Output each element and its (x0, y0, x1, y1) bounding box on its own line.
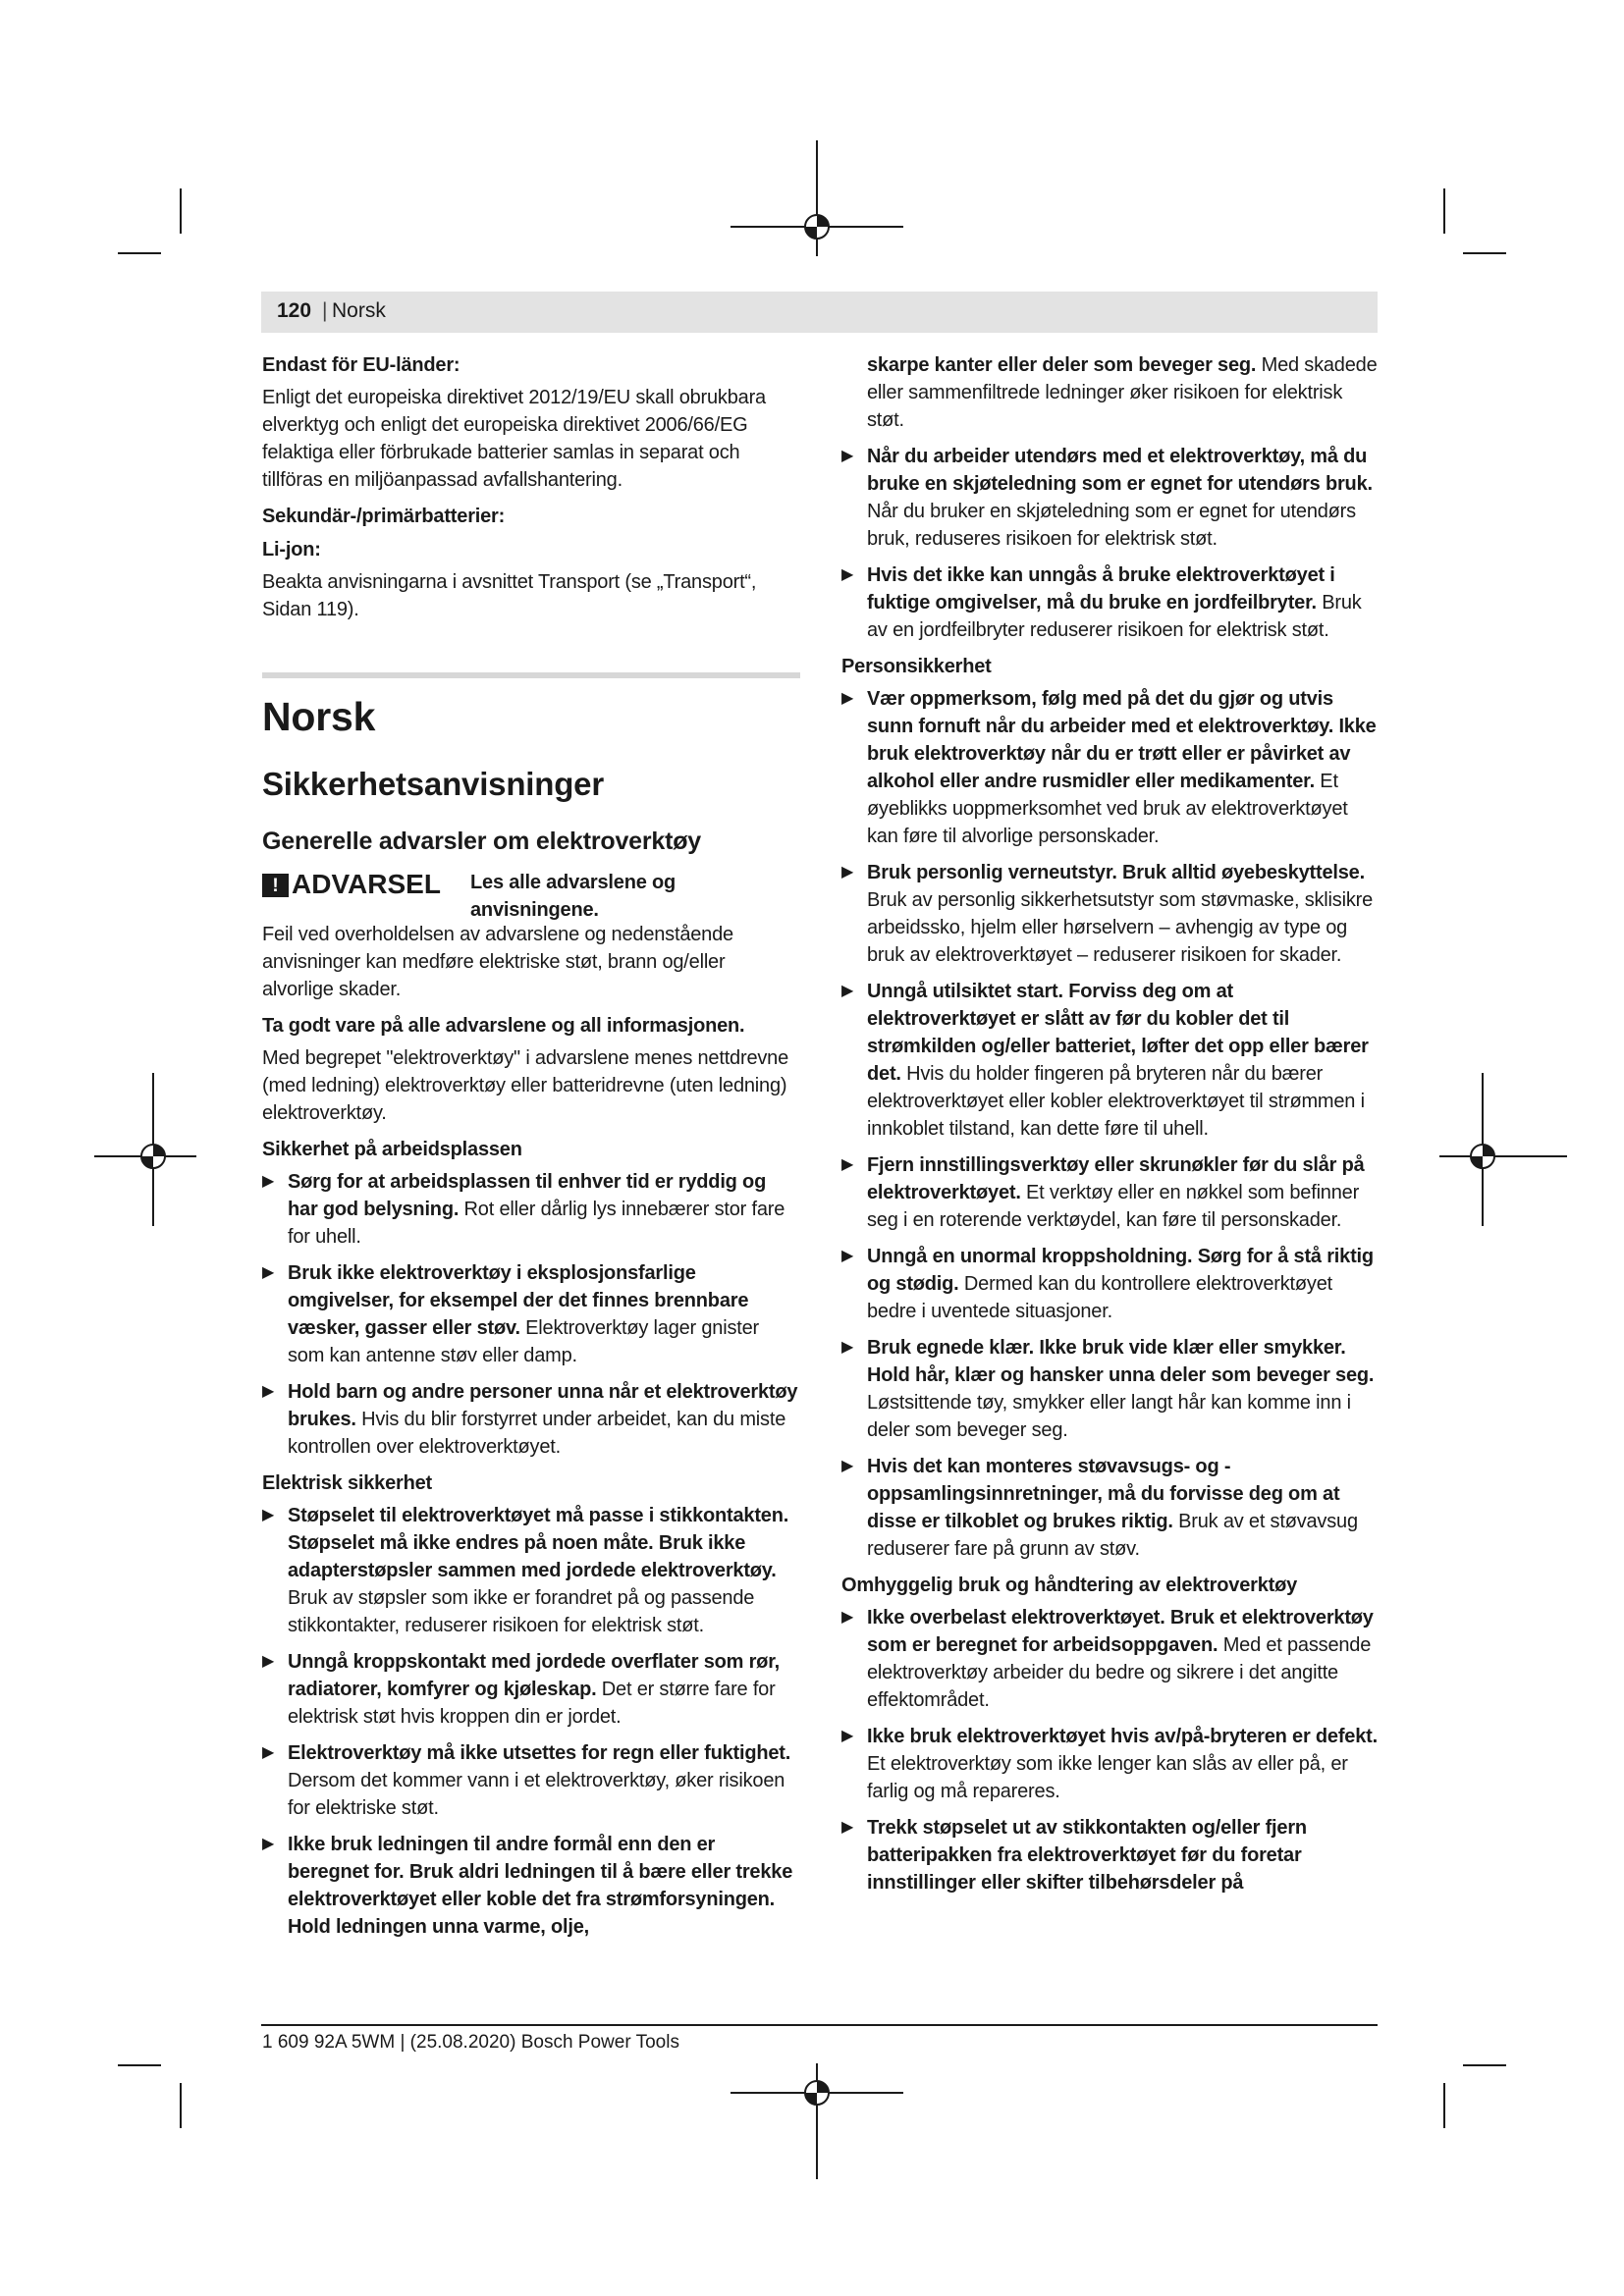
safety-title: Sikkerhetsanvisninger (262, 766, 604, 802)
warning-bold: Les alle advarslene og anvisningene. (470, 872, 677, 921)
bullet-item (262, 1378, 800, 1461)
bullet-bold: Elektroverktøy må ikke utsettes for regn eller fuktighet. (288, 1742, 791, 1764)
bullet-bold: Trekk støpselet ut av stikkontakten og/eller fjern batteripakken fra elektroverktøyet før du foretar innstillinger eller skifter tilbehørsdeler på (867, 1817, 1307, 1894)
bullet-arrow-icon: ▶ (841, 566, 854, 583)
bullet-arrow-icon: ▶ (841, 983, 854, 999)
bullet-item (262, 1168, 800, 1251)
crop-mark (1463, 252, 1506, 254)
bullet-arrow-icon: ▶ (262, 1836, 275, 1852)
personal-heading: Personsikkerhet (841, 656, 992, 677)
crop-mark (118, 2064, 161, 2066)
bullet-item (841, 1814, 1381, 1896)
bullet-item (262, 1831, 800, 1941)
bullet-arrow-icon: ▶ (262, 1383, 275, 1400)
bullet-item (841, 685, 1381, 850)
language-title: Norsk (262, 694, 376, 739)
bullet-text: Et øyeblikks uoppmerksomhet ved bruk av elektroverktøyet kan føre til alvorlige personskader. (867, 771, 1348, 847)
bullet-arrow-icon: ▶ (841, 1728, 854, 1744)
bullet-bold: Hvis det ikke kan unngås å bruke elektroverktøyet i fuktige omgivelser, må du bruke en jordfeilbryter. (867, 564, 1335, 614)
eu-heading: Endast för EU-länder: (262, 354, 460, 376)
continued-rest: Med skadede eller sammenfiltrede ledninger øker risikoen for elektrisk støt. (867, 354, 1378, 431)
bullet-bold: Ikke bruk elektroverktøyet hvis av/på-bryteren er defekt. (867, 1726, 1378, 1747)
liion-heading: Li-jon: (262, 539, 321, 561)
warning-word: ADVARSEL (292, 869, 441, 899)
crop-mark (180, 2083, 182, 2128)
bullet-bold: Bruk egnede klær. Ikke bruk vide klær eller smykker. Hold hår, klær og hansker unna deler som beveger seg. (867, 1337, 1375, 1386)
bullet-item (262, 1502, 800, 1639)
crop-mark (180, 188, 182, 234)
left-column (262, 351, 800, 1949)
bullet-item (841, 859, 1381, 969)
bullet-text: Hvis du holder fingeren på bryteren når du bærer elektroverktøyet eller kobler elektroverktøyet til strømmen i innkoblet tilstand, kan dette føre til uhell. (867, 1063, 1365, 1140)
bullet-text: Det er større fare for elektrisk støt hvis kroppen din er jordet. (288, 1679, 776, 1728)
bullet-bold: Vær oppmerksom, følg med på det du gjør og utvis sunn fornuft når du arbeider med et elektroverktøy. Ikke bruk elektroverktøy når du er trøtt eller er påvirket av alkohol eller andre rusmidler eller medikamenter. (867, 688, 1377, 792)
definition-text: Med begrepet "elektroverktøy" i advarslene menes nettdrevne (med ledning) elektroverktøy eller batteridrevne (uten ledning) elektroverktøy. (262, 1047, 789, 1124)
bullet-item (841, 1723, 1381, 1805)
personal-list (841, 685, 1381, 1563)
bullet-arrow-icon: ▶ (841, 1609, 854, 1626)
bullet-item (262, 1739, 800, 1822)
bullet-arrow-icon: ▶ (262, 1653, 275, 1670)
continued-bold: skarpe kanter eller deler som beveger seg. (867, 354, 1257, 376)
bullet-bold: Sørg for at arbeidsplassen til enhver tid er ryddig og har god belysning. (288, 1171, 767, 1220)
bullet-arrow-icon: ▶ (841, 864, 854, 881)
bullet-text: Hvis du blir forstyrret under arbeidet, kan du miste kontrollen over elektroverktøyet. (288, 1409, 786, 1458)
bullet-bold: Hold barn og andre personer unna når et elektroverktøy brukes. (288, 1381, 798, 1430)
registration-mark-icon (800, 210, 834, 243)
page-number: 120 (277, 299, 312, 322)
bullet-text: Bruk av et støvavsug reduserer fare på grunn av støv. (867, 1511, 1358, 1560)
bullet-item (841, 1334, 1381, 1444)
bullet-bold: Bruk ikke elektroverktøy i eksplosjonsfarlige omgivelser, for eksempel der det finnes brennbare væsker, gasser eller støv. (288, 1262, 749, 1339)
bullet-item (262, 1648, 800, 1731)
continued-text (841, 351, 1381, 434)
bullet-bold: Fjern innstillingsverktøy eller skrunøkler før du slår på elektroverktøyet. (867, 1154, 1365, 1203)
bullet-arrow-icon: ▶ (841, 690, 854, 707)
liion-text: Beakta anvisningarna i avsnittet Transport (se „Transport“, Sidan 119). (262, 571, 757, 620)
handling-heading: Omhyggelig bruk og håndtering av elektroverktøy (841, 1575, 1298, 1596)
bullet-arrow-icon: ▶ (841, 1156, 854, 1173)
page-header (261, 292, 1378, 333)
crop-mark (1439, 1155, 1567, 1157)
bullet-bold: Støpselet til elektroverktøyet må passe i stikkontakten. Støpselet må ikke endres på noen måte. Bruk ikke adapterstøpsler sammen med jordede elektroverktøy. (288, 1505, 789, 1581)
crop-mark (118, 252, 161, 254)
bullet-text: Et verktøy eller en nøkkel som befinner seg i en roterende verktøydel, kan føre til personskader. (867, 1182, 1360, 1231)
warning-label (262, 871, 441, 898)
bullet-bold: Ikke bruk ledningen til andre formål enn den er beregnet for. Bruk aldri ledningen til å bære eller trekke elektroverktøyet eller koble det fra strømforsyningen. Hold ledningen unna varme, olje, (288, 1834, 793, 1938)
bullet-item (841, 978, 1381, 1143)
bullet-arrow-icon: ▶ (841, 448, 854, 464)
bullet-item (262, 1259, 800, 1369)
bullet-item (841, 1604, 1381, 1714)
handling-list (841, 1604, 1381, 1896)
bullet-bold: Hvis det kan monteres støvavsugs- og -oppsamlingsinnretninger, må du forvisse deg om at disse er tilkoblet og brukes riktig. (867, 1456, 1340, 1532)
electric-more-list (841, 443, 1381, 644)
bullet-arrow-icon: ▶ (841, 1339, 854, 1356)
bullet-text: Bruk av en jordfeilbryter reduserer risikoen for elektrisk støt. (867, 592, 1362, 641)
keep-instructions: Ta godt vare på alle advarslene og all informasjonen. (262, 1015, 745, 1037)
electric-heading: Elektrisk sikkerhet (262, 1472, 432, 1494)
workplace-list (262, 1168, 800, 1461)
bullet-arrow-icon: ▶ (262, 1744, 275, 1761)
bullet-bold: Ikke overbelast elektroverktøyet. Bruk et elektroverktøy som er beregnet for arbeidsoppgaven. (867, 1607, 1374, 1656)
bullet-text: Med et passende elektroverktøy arbeider du bedre og sikrere i det angitte effektområdet. (867, 1634, 1372, 1711)
bullet-text: Når du bruker en skjøteledning som er egnet for utendørs bruk, reduseres risikoen for elektrisk støt. (867, 501, 1356, 550)
bullet-text: Elektroverktøy lager gnister som kan antenne støv eller damp. (288, 1317, 759, 1366)
header-separator: | (322, 299, 328, 322)
bullet-arrow-icon: ▶ (841, 1458, 854, 1474)
bullet-item (841, 443, 1381, 553)
bullet-text: Bruk av personlig sikkerhetsutstyr som støvmaske, sklisikre arbeidssko, hjelm eller hørselvern – avhengig av type og bruk av elektroverktøyet – reduserer risikoen for skader. (867, 889, 1374, 966)
electric-list (262, 1502, 800, 1941)
bullet-arrow-icon: ▶ (262, 1173, 275, 1190)
bullet-text: Løstsittende tøy, smykker eller langt hår kan komme inn i deler som beveger seg. (867, 1392, 1351, 1441)
bullet-text: Et elektroverktøy som ikke lenger kan slås av eller på, er farlig og må repareres. (867, 1753, 1348, 1802)
bullet-bold: Bruk personlig verneutstyr. Bruk alltid øyebeskyttelse. (867, 862, 1365, 883)
bullet-arrow-icon: ▶ (262, 1264, 275, 1281)
right-column (841, 351, 1381, 1905)
battery-heading: Sekundär-/primärbatterier: (262, 506, 506, 527)
bullet-text: Dermed kan du kontrollere elektroverktøyet bedre i uventede situasjoner. (867, 1273, 1332, 1322)
bullet-item (841, 561, 1381, 644)
warning-triangle-icon: ! (262, 874, 289, 897)
bullet-item (841, 1151, 1381, 1234)
bullet-item (841, 1243, 1381, 1325)
eu-text: Enligt det europeiska direktivet 2012/19/EU skall obrukbara elverktyg och enligt det europeiska direktivet 2006/66/EG felaktiga eller förbrukade batterier samlas in separat och tillföras en miljöanpassad avfallshantering. (262, 387, 766, 491)
footer-text: 1 609 92A 5WM | (25.08.2020) Bosch Power Tools (262, 2032, 679, 2053)
header-language: Norsk (332, 299, 386, 322)
bullet-arrow-icon: ▶ (841, 1248, 854, 1264)
bullet-bold: Unngå en unormal kroppsholdning. Sørg for å stå riktig og stødig. (867, 1246, 1374, 1295)
registration-mark-icon (1466, 1140, 1499, 1173)
crop-mark (1463, 2064, 1506, 2066)
warning-text: Feil ved overholdelsen av advarslene og nedenstående anvisninger kan medføre elektriske støt, brann og/eller alvorlige skader. (262, 924, 733, 1000)
bullet-bold: Når du arbeider utendørs med et elektroverktøy, må du bruke en skjøteledning som er egnet for utendørs bruk. (867, 446, 1373, 495)
bullet-arrow-icon: ▶ (262, 1507, 275, 1523)
bullet-arrow-icon: ▶ (841, 1819, 854, 1836)
crop-mark (1443, 188, 1445, 234)
bullet-text: Rot eller dårlig lys innebærer stor fare for uhell. (288, 1199, 785, 1248)
bullet-text: Bruk av støpsler som ikke er forandret på og passende stikkontakter, reduserer risikoen for elektrisk støt. (288, 1587, 755, 1636)
section-divider (262, 672, 800, 678)
bullet-bold: Unngå utilsiktet start. Forviss deg om at elektroverktøyet er slått av før du kobler det til strømkilden og/eller batteriet, løfter det opp eller bærer det. (867, 981, 1369, 1085)
bullet-bold: Unngå kroppskontakt med jordede overflater som rør, radiatorer, komfyrer og kjøleskap. (288, 1651, 781, 1700)
registration-mark-icon (136, 1140, 170, 1173)
bullet-item (841, 1453, 1381, 1563)
footer-rule (261, 2024, 1378, 2026)
bullet-text: Dersom det kommer vann i et elektroverktøy, øker risikoen for elektriske støt. (288, 1770, 785, 1819)
crop-mark (1443, 2083, 1445, 2128)
general-warnings-title: Generelle advarsler om elektroverktøy (262, 828, 702, 855)
registration-mark-icon (800, 2076, 834, 2109)
workplace-heading: Sikkerhet på arbeidsplassen (262, 1139, 522, 1160)
warning-block (262, 869, 800, 926)
